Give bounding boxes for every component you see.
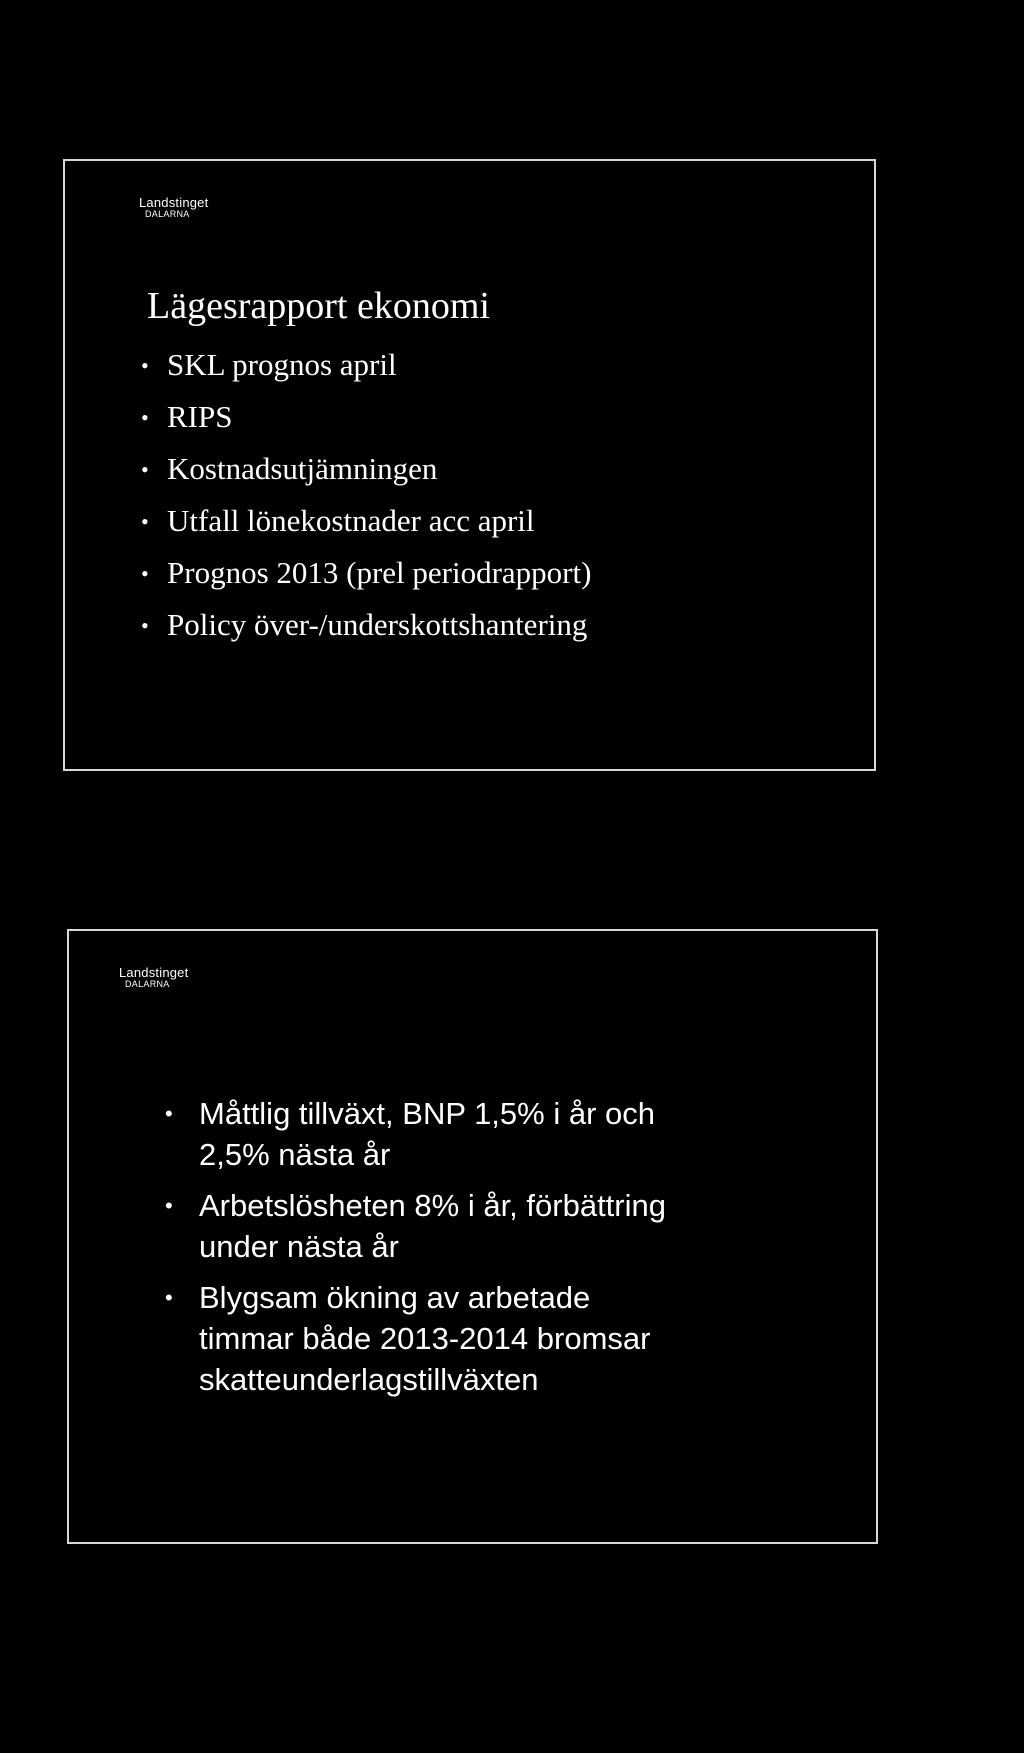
list-item-line: Måttlig tillväxt, BNP 1,5% i år och [199, 1096, 655, 1131]
logo-org-name: Landstinget [139, 195, 209, 210]
list-item [141, 339, 591, 391]
list-item [141, 391, 591, 443]
bullet-icon: • [165, 1193, 173, 1218]
bullet-icon: • [141, 509, 149, 534]
list-item [141, 547, 591, 599]
list-item [165, 1093, 759, 1175]
list-item [141, 495, 591, 547]
slide-1 [63, 159, 876, 771]
list-item-text: RIPS [167, 399, 233, 434]
list-item-text: SKL prognos april [167, 347, 397, 382]
list-item-text: Prognos 2013 (prel periodrapport) [167, 555, 592, 590]
logo-region-name: DALARNA [145, 209, 190, 220]
list-item-line: timmar både 2013-2014 bromsar [199, 1321, 651, 1356]
logo-region-name: DALARNA [125, 979, 170, 990]
landstinget-logo [139, 196, 208, 220]
bullet-icon: • [165, 1285, 173, 1310]
logo-org-name: Landstinget [119, 965, 189, 980]
landstinget-logo [119, 966, 188, 990]
list-item-text: Kostnadsutjämningen [167, 451, 438, 486]
list-item-line: under nästa år [199, 1229, 399, 1264]
list-item-text: Utfall lönekostnader acc april [167, 503, 535, 538]
bullet-icon: • [141, 561, 149, 586]
bullet-list [165, 1093, 759, 1410]
list-item [141, 599, 591, 651]
slide-2 [67, 929, 878, 1544]
list-item-line: skatteunderlagstillväxten [199, 1362, 539, 1397]
bullet-icon: • [165, 1101, 173, 1126]
bullet-icon: • [141, 353, 149, 378]
list-item-text: Policy över-/underskottshantering [167, 607, 588, 642]
bullet-list [141, 339, 591, 651]
bullet-icon: • [141, 613, 149, 638]
bullet-icon: • [141, 457, 149, 482]
list-item-line: Arbetslösheten 8% i år, förbättring [199, 1188, 666, 1223]
bullet-icon: • [141, 405, 149, 430]
list-item [141, 443, 591, 495]
list-item-line: Blygsam ökning av arbetade [199, 1280, 591, 1315]
list-item [165, 1277, 759, 1400]
list-item-line: 2,5% nästa år [199, 1137, 391, 1172]
list-item [165, 1185, 759, 1267]
slide-title: Lägesrapport ekonomi [147, 285, 490, 327]
